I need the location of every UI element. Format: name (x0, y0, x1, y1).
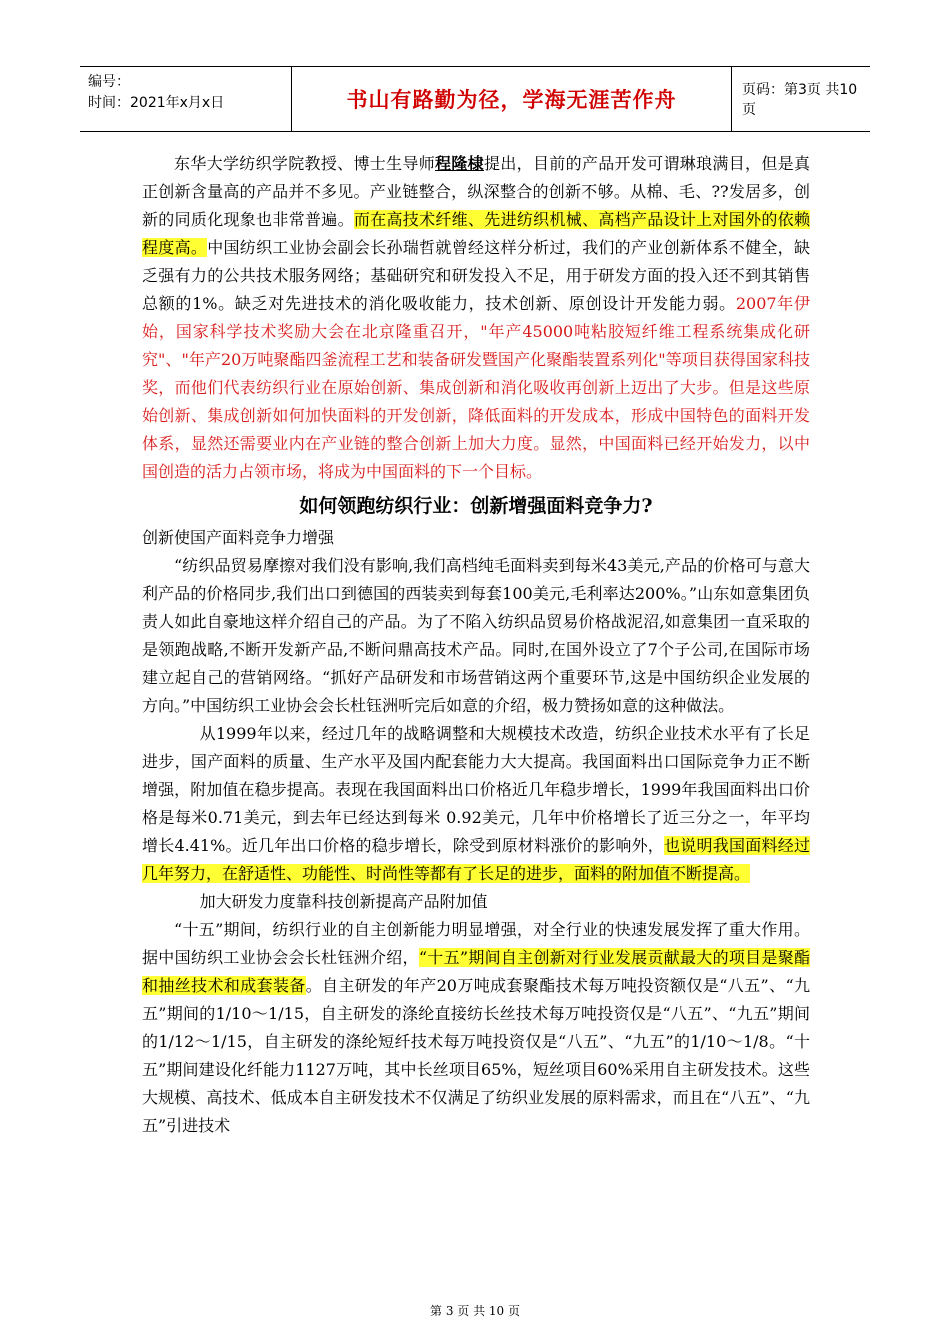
page-header (80, 66, 870, 132)
p1-text: 提出，目前的产品开发可谓琳琅满目，但是真正创新含量高的产品并不多见。产业链整合，纵深整合的创新不够。从棉、毛、??发居多，创新的同质化现象也非常普遍。 (142, 154, 810, 229)
subheading-2: 加大研发力度靠科技创新提高产品附加值 (199, 892, 488, 911)
header-page-info: 页码：第3页 共10页 (742, 82, 858, 118)
header-motto: 书山有路勤为径，学海无涯苦作舟 (292, 67, 732, 131)
p4-text: “十五”期间，纺织行业的自主创新能力明显增强，对全行业的快速发展发挥了重大作用。据中国纺织工业协会会长杜钰洲介绍， (142, 920, 810, 967)
p3-highlight: 也说明我国面料经过几年努力，在舒适性、功能性、时尚性等都有了长足的进步，面料的附加值不断提高。 (142, 836, 810, 883)
subheading-1: 创新使国产面料竞争力增强 (142, 528, 335, 547)
p1-highlight: 而在高技术纤维、先进纺织机械、高档产品设计上对国外的依赖程度高。 (142, 210, 810, 257)
document-date: 时间：2021年x月x日 (88, 95, 225, 111)
p1-intro: 东华大学纺织学院教授、博士生导师 (174, 154, 436, 173)
document-body (142, 150, 810, 1140)
header-meta (80, 67, 292, 131)
p1-continued: 中国纺织工业协会副会长孙瑞哲就曾经这样分析过，我们的产业创新体系不健全，缺乏强有力的公共技术服务网络；基础研究和研发投入不足，用于研发方面的投入还不到其销售总额的1%。缺乏对先进技术的消化吸收能力，技术创新、原创设计开发能力弱。 (142, 238, 810, 313)
p4-highlight: “十五”期间自主创新对行业发展贡献最大的项目是聚酯和抽丝技术和成套装备 (142, 948, 810, 995)
p4-continued: 。自主研发的年产20万吨成套聚酯技术每万吨投资额仅是“八五”、“九五”期间的1/10～1/15，自主研发的涤纶直接纺长丝技术每万吨投资仅是“八五”、“九五”期间的1/12～1/15，自主研发的涤纶短纤技术每万吨投资仅是“八五”、“九五”的1/10～1/8。“十五”期间建设化纤能力1127万吨，其中长丝项目65%，短丝项目60%采用自主研发技术。这些大规模、高技术、低成本自主研发技术不仅满足了纺织业发展的原料需求，而且在“八五”、“九五”引进技术 (142, 976, 810, 1135)
p3-text: 从1999年以来，经过几年的战略调整和大规模技术改造，纺织企业技术水平有了长足进步，国产面料的质量、生产水平及国内配套能力大大提高。我国面料出口国际竞争力正不断增强，附加值在稳步提高。表现在我国面料出口价格近几年稳步增长，1999年我国面料出口价格是每米0.71美元，到去年已经达到每米 0.92美元，几年中价格增长了近三分之一，年平均增长4.41%。近几年出口价格的稳步增长，除受到原材料涨价的影响外， (142, 724, 810, 855)
paragraph-3 (142, 720, 810, 888)
page-footer: 第 3 页 共 10 页 (430, 1304, 520, 1318)
paragraph-1 (142, 150, 810, 486)
document-number: 编号： (88, 74, 130, 90)
section-title: 如何领跑纺织行业：创新增强面料竞争力? (299, 495, 653, 517)
paragraph-2: “纺织品贸易摩擦对我们没有影响,我们高档纯毛面料卖到每米43美元,产品的价格可与意大利产品的价格同步,我们出口到德国的西装卖到每套100美元,毛利率达200%。”山东如意集团负责人如此自豪地这样介绍自己的产品。为了不陷入纺织品贸易价格战泥沼,如意集团一直采取的是领跑战略,不断开发新产品,不断问鼎高技术产品。同时,在国外设立了7个子公司,在国际市场建立起自己的营销网络。“抓好产品研发和市场营销这两个重要环节,这是中国纺织企业发展的方向。”中国纺织工业协会会长杜钰洲听完后如意的介绍，极力赞扬如意的这种做法。 (142, 556, 810, 715)
paragraph-4 (142, 916, 810, 1140)
author-name: 程隆棣 (435, 154, 484, 173)
p1-red-text: 2007年伊始，国家科学技术奖励大会在北京隆重召开，"年产45000吨粘胶短纤维工程系统集成化研究"、"年产20万吨聚酯四釜流程工艺和装备研发暨国产化聚酯装置系列化"等项目获得国家科技奖，而他们代表纺织行业在原始创新、集成创新和消化吸收再创新上迈出了大步。但是这些原始创新、集成创新如何加快面料的开发创新，降低面料的开发成本，形成中国特色的面料开发体系，显然还需要业内在产业链的整合创新上加大力度。显然，中国面料已经开始发力，以中国创造的活力占领市场，将成为中国面料的下一个目标。 (142, 294, 810, 481)
